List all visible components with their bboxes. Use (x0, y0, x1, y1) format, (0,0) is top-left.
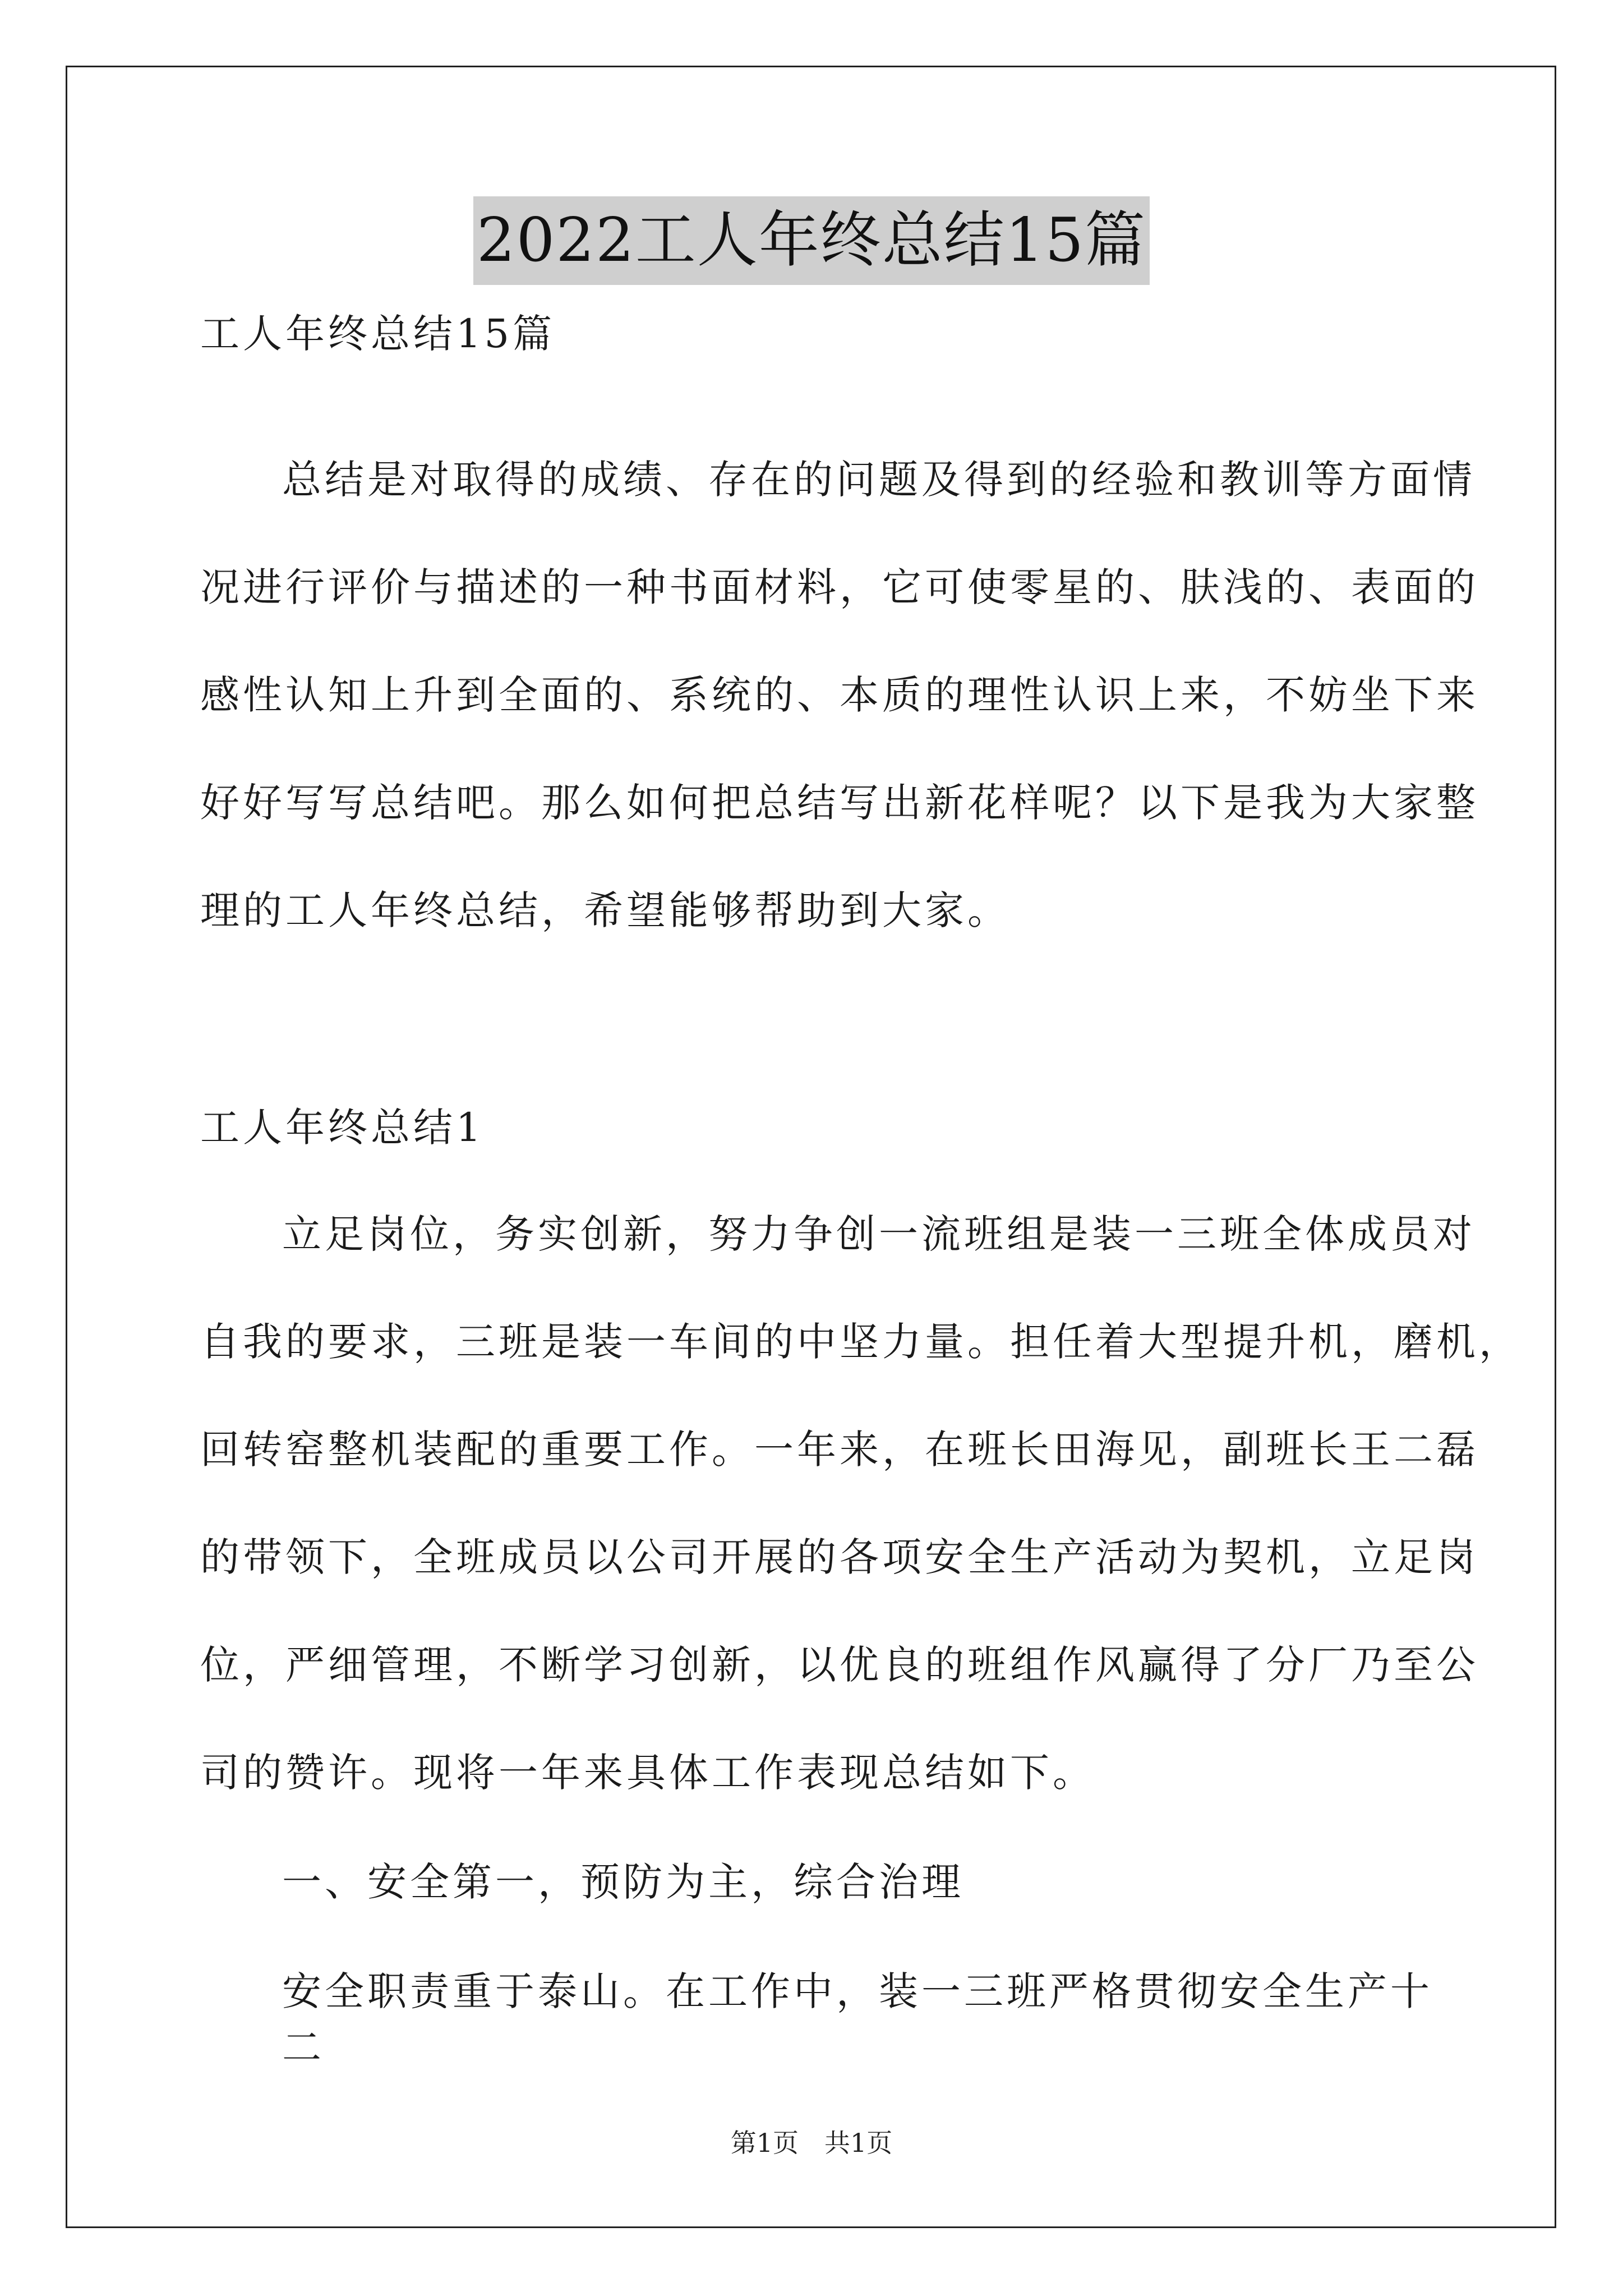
safety-paragraph-line: 安全职责重于泰山。在工作中，装一三班严格贯彻安全生产十二 (282, 1968, 1433, 2070)
intro-paragraph (200, 452, 1479, 938)
document-title: 2022工人年终总结15篇 (473, 196, 1150, 285)
section1-line: 司的赞许。现将一年来具体工作表现总结如下。 (200, 1750, 1095, 1796)
section-heading: 工人年终总结1 (200, 1105, 485, 1151)
subheading-safety: 一、安全第一，预防为主，综合治理 (282, 1859, 964, 1905)
intro-line: 好好写写总结吧。那么如何把总结写出新花样呢？以下是我为大家整 (200, 780, 1479, 826)
section1-paragraph (200, 1206, 1521, 1801)
section1-line: 的带领下，全班成员以公司开展的各项安全生产活动为契机，立足岗 (200, 1534, 1479, 1580)
section1-line: 位，严细管理，不断学习创新，以优良的班组作风赢得了分厂乃至公 (200, 1642, 1479, 1688)
section1-line: 自我的要求，三班是装一车间的中坚力量。担任着大型提升机，磨机， (200, 1319, 1521, 1365)
document-subtitle: 工人年终总结15篇 (200, 311, 556, 357)
title-container (0, 196, 1623, 285)
intro-line: 理的工人年终总结，希望能够帮助到大家。 (200, 887, 1010, 933)
intro-line: 总结是对取得的成绩、存在的问题及得到的经验和教训等方面情 (282, 457, 1476, 503)
section1-line: 立足岗位，务实创新，努力争创一流班组是装一三班全体成员对 (282, 1211, 1476, 1257)
intro-line: 况进行评价与描述的一种书面材料，它可使零星的、肤浅的、表面的 (200, 564, 1479, 610)
page-footer: 第1页 共1页 (730, 2128, 893, 2158)
section1-line: 回转窑整机装配的重要工作。一年来，在班长田海见，副班长王二磊 (200, 1427, 1479, 1473)
intro-line: 感性认知上升到全面的、系统的、本质的理性认识上来，不妨坐下来 (200, 672, 1479, 718)
